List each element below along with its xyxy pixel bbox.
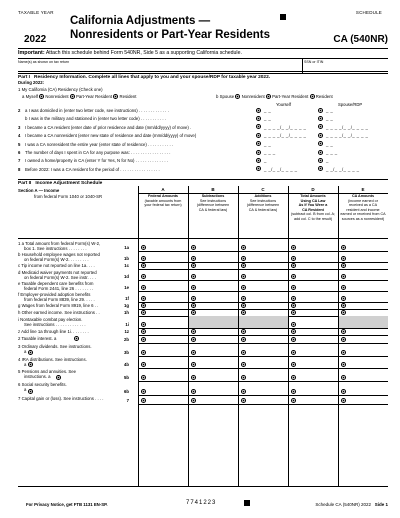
income-cell-input[interactable] [141,263,146,268]
column-letter: B [211,187,215,192]
part1-line-text: I was a CA nonresident the entire year (enter state of residence) . . . . . . . . . . . [25,141,174,147]
part1-spouse-input[interactable]: _ _ _ _/_ _/_ _ _ _ [326,124,369,130]
shaded-cell [239,316,288,328]
col-spouse: Spouse/RDP [338,102,363,107]
part1-spouse-field-marker[interactable] [318,150,323,155]
income-cell-input[interactable] [291,322,296,327]
income-cell-input[interactable] [141,350,146,355]
income-row-label [18,336,56,341]
part1-spouse-input[interactable]: _ _ [326,108,334,113]
income-row-label [18,263,95,268]
shaded-cell [339,316,388,328]
column-header [189,194,237,212]
income-cell-input[interactable] [191,362,196,367]
income-cell-input[interactable] [291,256,296,261]
part1-line-num: 4 [18,133,21,139]
income-row-label-line: i Nontaxable combat pay election. [18,316,83,322]
income-cell-input[interactable] [241,256,246,261]
income-cell-input[interactable] [341,263,346,268]
column-header-line: Federal Amounts [148,194,178,198]
column-header-line: earned or received from CA sources as a nonresident) [340,212,386,221]
column-letter: A [161,187,165,192]
income-cell-input[interactable] [241,350,246,355]
income-cell-input[interactable] [341,337,346,342]
part-year-label: Part-Year Resident [75,94,113,99]
section-a-title: Section A — Income [18,188,60,193]
form-page [18,10,388,510]
income-cell-input[interactable] [241,263,246,268]
schedule-label: SCHEDULE [355,10,382,15]
myself-resident-radio[interactable] [113,94,118,99]
income-row-code: 1d [123,273,129,279]
income-row-label-line: federal Form 2441, line 26 . . . . . . . . [24,285,94,291]
form-footer [18,498,388,508]
important-label: Important: [18,50,45,56]
part1-line-num: 3 [18,124,21,130]
income-cell-input[interactable] [291,245,296,250]
spouse-nonresident-radio[interactable] [235,94,240,99]
income-cell-input[interactable] [141,398,146,403]
tax-exempt-amount-input[interactable] [28,350,33,355]
part1-yourself-field-marker[interactable] [256,133,261,138]
income-cell-input[interactable] [341,375,346,380]
income-cell-input[interactable] [191,256,196,261]
income-row-label-line: 5 Pensions and annuities. See [18,368,77,374]
income-cell-input[interactable] [241,310,246,315]
income-row-label-line: 3 Ordinary dividends. See instructions. [18,343,92,349]
income-row-code: 1f [125,295,129,301]
part1-yourself-field-marker[interactable] [256,158,261,163]
income-row-code: 1h [123,309,129,315]
income-row-label-line: 6 Social security benefits. [18,381,67,387]
column-rule [188,186,189,486]
income-row-label [18,396,104,401]
column-letter: C [261,187,265,192]
income-cell-input[interactable] [241,274,246,279]
part1-yourself-field-marker[interactable] [256,108,261,113]
income-cell-input[interactable] [291,398,296,403]
income-row-label-line: z Add line 1a through line 1i. . . . . . . . [18,328,89,334]
income-cell-input[interactable] [241,362,246,367]
income-row-code: 1g [123,302,129,308]
residency-line-1: 1 My California (CA) Residency (Check one) [18,87,103,92]
part2-subtitle: Income Adjustment Schedule [35,181,103,186]
income-cell-input[interactable] [291,362,296,367]
footer-side: Side 1 [374,502,388,507]
column-header-line: Subtractions [201,194,225,198]
column-header-line: (subtract col. B from col. A; add col. C to the result) [290,212,336,221]
income-cell-input[interactable] [241,389,246,394]
income-cell-input[interactable] [291,329,296,334]
income-row-label-line: b Household employee wages not reported [18,251,100,257]
income-cell-input[interactable] [341,245,346,250]
column-header-line: your federal tax return) [144,203,182,208]
income-row-label [18,317,86,327]
part1-line-num: 7 [18,158,21,164]
myself-part-year-radio[interactable] [70,94,75,99]
income-row-label-line: e Taxable dependent care benefits from [18,280,94,286]
part1-spouse-field-marker[interactable] [318,141,323,146]
income-cell-input[interactable] [341,310,346,315]
income-cell-input[interactable] [241,296,246,301]
income-row-label-line: 1 a Total amount from federal Form(s) W-2, [18,240,101,246]
part1-yourself-field-marker[interactable] [256,116,261,121]
income-cell-input[interactable] [191,263,196,268]
income-row-code: 7 [126,397,129,403]
income-cell-input[interactable] [341,285,346,290]
income-row-code: 5b [123,374,129,380]
tax-exempt-amount-input[interactable] [56,375,61,380]
income-row-label-line: a [24,361,27,367]
income-cell-input[interactable] [191,375,196,380]
income-cell-input[interactable] [191,285,196,290]
income-row-label [18,252,100,262]
income-cell-input[interactable] [141,337,146,342]
income-row-code: 1i [125,321,129,327]
footer-schedule-name: Schedule CA (540NR) 2022 [315,502,371,507]
footer-schedule [315,502,388,507]
part1-spouse-field-marker[interactable] [318,124,323,129]
income-row-label-line: instructions. a [24,373,51,379]
name-divider [302,59,303,73]
part1-yourself-input[interactable]: _ _ [264,108,272,113]
column-header-line: received as a CA [348,203,378,208]
part1-line-text: a I was domiciled in (enter two letter code, see instructions) . . . . . . . . . . . . . [25,108,169,113]
column-letter: D [311,187,315,192]
column-header-line: See instructions [199,198,227,203]
income-cell-input[interactable] [341,362,346,367]
income-cell-input[interactable] [341,398,346,403]
part1-spouse-input[interactable]: _ [326,158,329,164]
shaded-cell [189,316,238,328]
income-cell-input[interactable] [291,303,296,308]
important-note [18,50,242,56]
income-cell-input[interactable] [241,245,246,250]
col-yourself: Yourself [276,102,291,107]
income-cell-input[interactable] [141,303,146,308]
header-rule [18,48,388,49]
title-line-2: Nonresidents or Part-Year Residents [70,29,271,41]
income-cell-input[interactable] [241,375,246,380]
income-row-label-line: box 1. See instructions . . . . . . . . [24,245,87,251]
column-rule [138,186,139,486]
income-cell-input[interactable] [291,310,296,315]
income-cell-input[interactable] [341,389,346,394]
part1-line-text: The number of days I spent in CA for any purpose was: . . . . . . . . . . . . . . . . . [25,150,171,155]
part1-line-num: 6 [18,150,21,155]
tax-year-label: TAXABLE YEAR [18,10,54,15]
income-row-label-line: 4 IRA distributions. See instructions. [18,356,87,362]
income-cell-input[interactable] [341,303,346,308]
income-cell-input[interactable] [341,350,346,355]
name-label: Name(s) as shown on tax return [18,60,70,64]
part1-spouse-field-marker[interactable] [318,133,323,138]
footer-registration-mark [244,500,250,506]
title-line-1: California Adjustments — [70,15,211,27]
income-cell-input[interactable] [191,303,196,308]
column-header-line: CA Amounts [351,194,375,198]
income-cell-input[interactable] [191,389,196,394]
nonresident-label: Nonresident [45,94,69,99]
ssn-label: SSN or ITIN [304,60,324,64]
column-header-line: CA Resident [302,207,324,212]
column-header-line: (difference between [246,203,280,208]
myself-nonresident-radio[interactable] [39,94,44,99]
income-row-label [18,292,95,302]
income-cell-input[interactable] [191,310,196,315]
part1-line-num: 5 [18,141,21,147]
part1-yourself-input[interactable]: _ _ _ _/_ _/_ _ _ _ [264,124,307,130]
form-title [70,14,300,42]
income-row-label [18,329,89,334]
income-row-label-line: f Employer-provided adoption benefits [18,291,91,297]
part1-yourself-input[interactable]: _ _ [264,141,272,147]
income-cell-input[interactable] [141,274,146,279]
part1-spouse-field-marker[interactable] [318,116,323,121]
income-cell-input[interactable] [191,350,196,355]
income-row-label-line: on federal Form(s) W-2. . . . . . . . . [24,256,89,262]
column-header [139,194,187,208]
income-row-label-line: 7 Capital gain or (loss). See instructions . . . . [18,395,104,401]
part1-spouse-field-marker[interactable] [318,166,323,171]
spouse-label: b Spouse [216,94,235,99]
part1-instruction: Residency Information. Complete all lines that apply to you and your spouse/RDP for taxable year 2022. [34,75,271,80]
part1-yourself-input[interactable]: _ [264,158,267,164]
income-cell-input[interactable] [241,285,246,290]
income-row-label-line: a [24,348,27,354]
column-header-line: resident and income [346,207,380,212]
part1-title: Part I [18,75,30,80]
income-cell-input[interactable] [341,256,346,261]
income-row-label-line: h Other earned income. See instructions . . [18,309,100,315]
income-row-label-line: on federal Form(s) W-2. See instr. . . . [24,274,96,280]
income-row-code: 2b [123,336,129,342]
form-code: 7741223 [186,500,217,506]
myself-label: a Myself [22,94,38,99]
income-cell-input[interactable] [141,329,146,334]
tax-exempt-amount-input[interactable] [28,389,33,394]
income-row-label-line: 2 Taxable interest. a [18,335,57,341]
income-row-code: 6b [123,388,129,394]
income-row-label-line: a [24,386,27,392]
column-header-line: Total Amounts [300,194,326,198]
part1-spouse-input[interactable]: _ _ [326,116,334,122]
part1-line-text: I owned a home/property in CA (enter Y for Yes, N for No) . . . . . . . . . . . . . . [25,158,168,164]
part1-yourself-field-marker[interactable] [256,124,261,129]
income-cell-input[interactable] [291,274,296,279]
column-rule [238,186,239,486]
registration-mark [280,14,286,20]
section-a-sub: from federal Form 1040 or 1040-SR [34,194,103,199]
part1-yourself-field-marker[interactable] [256,166,261,171]
part2-header [18,179,388,186]
part1-line-text: Before 2022: I was a CA resident for the period of . . . . . . . . . . . . . . . . . [25,166,160,172]
during-label: During 2022: [18,80,45,85]
nonresident-label: Nonresident [241,94,265,99]
income-row-label [18,270,97,280]
column-header-line: CA & federal law) [248,207,278,212]
resident-label: Resident [119,94,137,99]
part1-yourself-input[interactable]: _ _/_ _/_ _ _ _ [264,166,298,172]
tax-exempt-amount-input[interactable] [74,336,79,341]
part1-spouse-input[interactable]: _ _/_ _/_ _ _ _ [326,166,360,172]
spouse-resident-radio[interactable] [310,94,315,99]
income-cell-input[interactable] [341,274,346,279]
income-row-code: 1b [123,255,129,261]
part1-yourself-input[interactable]: _ _ _ _/_ _/_ _ _ _ [264,133,307,139]
income-cell-input[interactable] [191,329,196,334]
part1-spouse-field-marker[interactable] [318,158,323,163]
column-header [239,194,287,212]
income-row-label-line: d Medicaid waiver payments not reported [18,269,97,275]
column-header-line: (difference between [196,203,230,208]
column-header-line: (income earned or [348,198,378,203]
privacy-notice: For Privacy Notice, get FTB 1131 EN-SP. [26,502,108,507]
column-letter: E [361,187,365,192]
column-header-line: CA & federal law) [198,207,228,212]
part1-line-num: 8 [18,166,21,172]
income-row-label [18,382,67,392]
column-header-line: As If You Were a [298,203,328,208]
income-row-code: 1c [124,262,129,268]
income-row-label-line: c Tip income not reported on line 1a. . . . [18,262,95,268]
income-row-label [18,303,98,308]
form-header [18,10,388,50]
column-header-line: (taxable amounts from [144,198,182,203]
income-row-label [18,369,76,379]
part1-line-num: 2 [18,108,21,113]
income-cell-input[interactable] [141,245,146,250]
table-bottom-rule [18,486,388,487]
column-rule [288,186,289,486]
income-cell-input[interactable] [141,296,146,301]
income-cell-input[interactable] [341,296,346,301]
income-cell-input[interactable] [141,285,146,290]
income-row-label-line: from federal Form 8839, line 29. . . . . [24,296,95,302]
income-cell-input[interactable] [141,310,146,315]
income-cell-input[interactable] [291,285,296,290]
income-cell-input[interactable] [241,329,246,334]
income-row-label [18,241,100,251]
form-id: CA (540NR) [333,34,388,45]
income-row-code: 4b [123,361,129,367]
income-cell-input[interactable] [191,398,196,403]
income-cell-input[interactable] [141,256,146,261]
column-header-line: Additions [254,194,272,198]
part1-header [18,73,388,80]
tax-exempt-amount-input[interactable] [28,362,33,367]
income-row-label [18,281,93,291]
income-cell-input[interactable] [141,362,146,367]
part1-line-text: b I was in the military and stationed in (enter two letter code) . . . . . . . . . . . [25,116,166,122]
income-cell-input[interactable] [241,303,246,308]
part1-spouse-input[interactable]: _ _ _ _/_ _/_ _ _ _ [326,133,369,139]
important-text: Attach this schedule behind Form 540NR, Side 5 as a supporting California schedule. [45,50,242,56]
income-cell-input[interactable] [141,389,146,394]
income-cell-input[interactable] [341,329,346,334]
spouse-residency [216,94,333,99]
resident-label: Resident [315,94,333,99]
income-cell-input[interactable] [191,337,196,342]
myself-residency [22,94,137,99]
income-cell-input[interactable] [291,263,296,268]
income-cell-input[interactable] [191,296,196,301]
part-year-label: Part-Year Resident [272,94,309,99]
part1-yourself-field-marker[interactable] [256,150,261,155]
income-cell-input[interactable] [241,398,246,403]
income-row-code: 1a [124,244,129,250]
part1-spouse-field-marker[interactable] [318,108,323,113]
part2-title: Part II [18,181,32,186]
income-cell-input[interactable] [291,350,296,355]
income-cell-input[interactable] [141,375,146,380]
income-row-label [18,310,100,315]
income-row-code: 3b [123,349,129,355]
income-cell-input[interactable] [291,296,296,301]
income-cell-input[interactable] [291,337,296,342]
income-cell-input[interactable] [241,337,246,342]
part1-line-text: I became a CA resident (enter date of prior residence and date (mm/dd/yyyy) of move) . [25,124,192,130]
spouse-part-year-radio[interactable] [266,94,271,99]
column-rule [338,186,339,486]
part1-spouse-input[interactable]: _ _ _ [326,150,338,155]
income-cell-input[interactable] [291,389,296,394]
part1-yourself-input[interactable]: _ _ [264,116,272,122]
header-bottom-rule [18,238,388,239]
part1-line-text: I became a CA nonresident (enter new state of residence and date (mm/dd/yyyy) of move) [25,133,197,139]
income-cell-input[interactable] [191,245,196,250]
income-row-code: 1z [124,328,129,334]
income-row-label-line: g Wages from federal Form 8919, line 6 . . [18,302,99,308]
tax-year: 2022 [24,34,47,45]
income-cell-input[interactable] [191,274,196,279]
column-header-line: Using CA Law [300,198,326,203]
income-cell-input[interactable] [291,375,296,380]
column-header [339,194,387,222]
income-cell-input[interactable] [141,322,146,327]
income-row-code: 1e [124,284,129,290]
part1-yourself-field-marker[interactable] [256,141,261,146]
header-letter-rule [138,193,388,194]
part1-spouse-input[interactable]: _ _ [326,141,334,147]
income-row-label-line: See instructions . . . . . . . . . . . . . [24,321,86,327]
column-header [289,194,337,222]
name-ssn-row [18,58,388,72]
column-header-line: See instructions [249,198,277,203]
part1-yourself-input[interactable]: _ _ _ [264,150,276,155]
